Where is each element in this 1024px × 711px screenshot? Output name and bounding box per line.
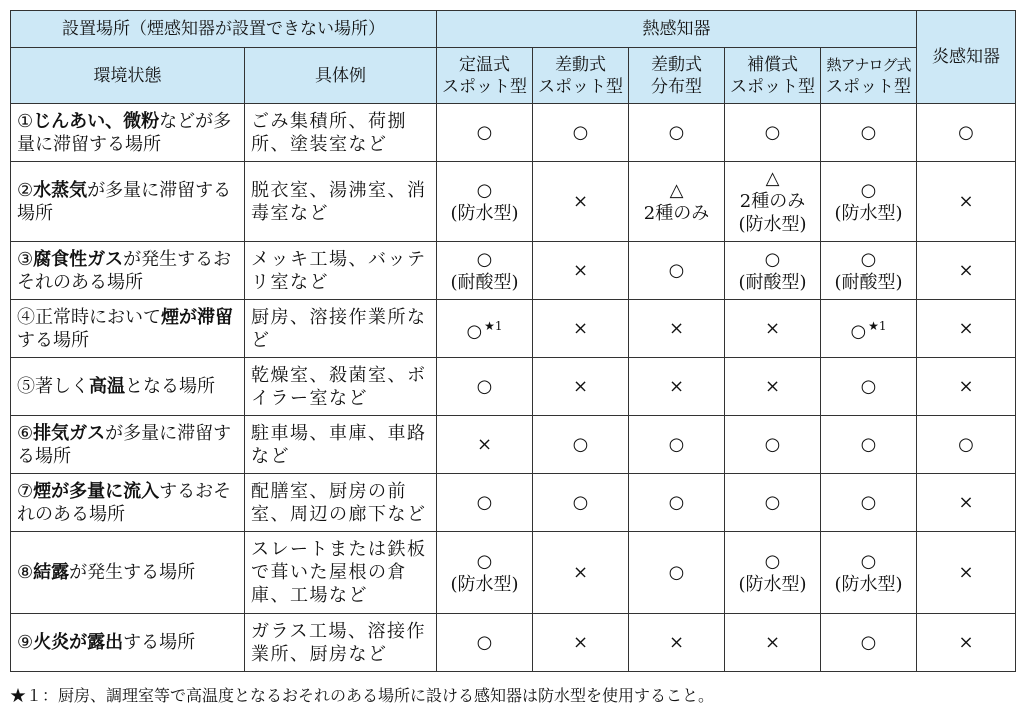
- env-text: するおそれのある場所: [17, 480, 232, 525]
- suitability-mark: ○: [764, 434, 781, 455]
- env-text: する場所: [123, 632, 196, 653]
- mark-cell-flame: [917, 358, 1016, 416]
- col-header-analog-spot: 熱アナログ式 スポット型: [821, 48, 917, 104]
- mark-cell-fixed-temp-spot: [437, 104, 533, 162]
- env-text: が発生するおそれのある場所: [17, 248, 232, 293]
- suitability-mark: ○: [668, 492, 685, 513]
- mark-cell-rate-of-rise-line: [629, 474, 725, 532]
- suitability-mark: ○: [572, 122, 589, 143]
- mark-cell-rate-of-rise-spot: [533, 104, 629, 162]
- footnote: ★１：厨房、調理室等で高温度となるおそれのある場所に設ける感知器は防水型を使用すること。: [10, 686, 715, 705]
- mark-cell-rate-of-rise-line: [629, 416, 725, 474]
- mark-cell-fixed-temp-spot: [437, 242, 533, 300]
- mark-cell-analog-spot: [821, 300, 917, 358]
- suitability-mark: △: [669, 179, 684, 201]
- suitability-mark: ○: [860, 248, 877, 270]
- suitability-mark: ○: [860, 179, 877, 201]
- mark-cell-analog-spot: [821, 162, 917, 242]
- suitability-mark: ×: [958, 191, 974, 212]
- suitability-mark: ×: [958, 632, 974, 653]
- env-text: ①: [17, 110, 34, 132]
- table-row: [11, 532, 1016, 614]
- table-row: [11, 162, 1016, 242]
- mark-note: (耐酸型): [450, 271, 519, 293]
- table-body: [11, 104, 1016, 672]
- env-state-cell: [11, 358, 245, 416]
- suitability-mark: ×: [572, 191, 589, 212]
- mark-cell-compensated-spot: [725, 242, 821, 300]
- mark-cell-rate-of-rise-spot: [533, 614, 629, 672]
- mark-note: (防水型): [738, 214, 807, 235]
- footnote-ref: ★1: [484, 318, 503, 333]
- suitability-mark: ○: [476, 492, 493, 513]
- env-text: ⑨: [17, 632, 34, 653]
- example-cell: ガラス工場、溶接作業所、厨房など: [245, 614, 437, 672]
- env-state-cell: [11, 416, 245, 474]
- suitability-mark: ×: [958, 318, 974, 339]
- mark-cell-rate-of-rise-line: [629, 242, 725, 300]
- mark-cell-flame: [917, 532, 1016, 614]
- mark-cell-rate-of-rise-spot: [533, 300, 629, 358]
- env-text: ⑦: [17, 480, 34, 502]
- table-row: [11, 614, 1016, 672]
- env-state-cell: [11, 614, 245, 672]
- suitability-mark: ○: [860, 550, 877, 572]
- env-keyword: 煙が多量に流入: [33, 480, 160, 502]
- env-state-cell: [11, 532, 245, 614]
- suitability-mark: ×: [572, 318, 589, 339]
- mark-note: (耐酸型): [834, 271, 903, 293]
- suitability-mark: ×: [668, 318, 685, 339]
- example-cell: スレートまたは鉄板で葺いた屋根の倉庫、工場など: [245, 532, 437, 614]
- mark-cell-rate-of-rise-line: [629, 162, 725, 242]
- env-keyword: 腐食性ガス: [33, 248, 124, 270]
- col-header-rate-of-rise-spot: 差動式 スポット型: [533, 48, 629, 104]
- env-keyword: 高温: [89, 376, 125, 397]
- env-state-cell: [11, 104, 245, 162]
- env-state-header: 環境状態: [11, 48, 245, 104]
- mark-note: 2種のみ: [739, 191, 806, 212]
- detector-table-wrapper: [10, 10, 1015, 672]
- suitability-mark: ×: [572, 562, 589, 583]
- suitability-mark: ○: [476, 632, 493, 653]
- mark-note: (防水型): [738, 573, 807, 595]
- location-group-header: 設置場所（煙感知器が設置できない場所）: [11, 11, 437, 48]
- suitability-mark: ○: [476, 550, 493, 572]
- example-cell: メッキ工場、バッテリ室など: [245, 242, 437, 300]
- header-row-2: [11, 48, 1016, 104]
- mark-cell-analog-spot: [821, 242, 917, 300]
- env-keyword: 水蒸気: [33, 179, 88, 201]
- suitability-mark: ○: [860, 434, 877, 455]
- suitability-mark: ○: [466, 320, 483, 342]
- suitability-mark: ×: [958, 376, 974, 397]
- mark-note: (耐酸型): [738, 271, 807, 293]
- example-header: 具体例: [245, 48, 437, 104]
- env-text: が発生する場所: [69, 562, 196, 583]
- mark-cell-compensated-spot: [725, 300, 821, 358]
- example-cell: 厨房、溶接作業所など: [245, 300, 437, 358]
- env-keyword: じんあい、微粉: [33, 110, 160, 132]
- mark-cell-fixed-temp-spot: [437, 416, 533, 474]
- suitability-mark: ○: [958, 434, 974, 455]
- col-header-fixed-temp-spot: 定温式 スポット型: [437, 48, 533, 104]
- mark-cell-rate-of-rise-line: [629, 300, 725, 358]
- suitability-mark: ○: [958, 122, 974, 143]
- suitability-mark: ×: [958, 562, 974, 583]
- suitability-mark: ○: [668, 260, 685, 281]
- env-state-cell: [11, 474, 245, 532]
- suitability-mark: ×: [764, 632, 781, 653]
- mark-cell-flame: [917, 300, 1016, 358]
- env-text: ④正常時において: [17, 306, 161, 328]
- suitability-mark: ○: [476, 179, 493, 201]
- suitability-mark: ○: [668, 122, 685, 143]
- example-cell: ごみ集積所、荷捌所、塗装室など: [245, 104, 437, 162]
- suitability-mark: ×: [572, 632, 589, 653]
- mark-cell-compensated-spot: [725, 104, 821, 162]
- example-cell: 脱衣室、湯沸室、消毒室など: [245, 162, 437, 242]
- suitability-mark: ×: [476, 434, 493, 455]
- header-row-1: [11, 11, 1016, 48]
- mark-cell-rate-of-rise-spot: [533, 532, 629, 614]
- suitability-mark: ○: [860, 122, 877, 143]
- mark-note: (防水型): [834, 573, 903, 595]
- table-row: [11, 416, 1016, 474]
- env-text: ⑤著しく: [17, 376, 89, 397]
- table-row: [11, 474, 1016, 532]
- suitability-mark: ○: [476, 248, 493, 270]
- mark-cell-analog-spot: [821, 474, 917, 532]
- suitability-mark: ○: [764, 550, 781, 572]
- mark-cell-rate-of-rise-line: [629, 358, 725, 416]
- mark-cell-compensated-spot: [725, 162, 821, 242]
- suitability-mark: ○: [572, 434, 589, 455]
- mark-cell-flame: [917, 162, 1016, 242]
- example-cell: 駐車場、車庫、車路など: [245, 416, 437, 474]
- mark-cell-flame: [917, 416, 1016, 474]
- env-text: ⑥: [17, 422, 34, 444]
- env-text: ②: [17, 179, 34, 201]
- mark-cell-fixed-temp-spot: [437, 358, 533, 416]
- mark-cell-rate-of-rise-spot: [533, 162, 629, 242]
- suitability-mark: ○: [860, 376, 877, 397]
- mark-note: 2種のみ: [643, 202, 710, 224]
- mark-cell-compensated-spot: [725, 474, 821, 532]
- mark-note: (防水型): [450, 202, 519, 224]
- col-header-compensated-spot: 補償式 スポット型: [725, 48, 821, 104]
- mark-cell-fixed-temp-spot: [437, 614, 533, 672]
- mark-cell-analog-spot: [821, 104, 917, 162]
- env-keyword: 結露: [33, 562, 70, 583]
- mark-cell-flame: [917, 104, 1016, 162]
- footnote-ref: ★1: [868, 318, 887, 333]
- mark-cell-rate-of-rise-spot: [533, 242, 629, 300]
- mark-cell-fixed-temp-spot: [437, 532, 533, 614]
- table-row: [11, 300, 1016, 358]
- suitability-mark: ×: [572, 376, 589, 397]
- suitability-mark: ○: [668, 562, 685, 583]
- example-cell: 配膳室、厨房の前室、周辺の廊下など: [245, 474, 437, 532]
- suitability-mark: ○: [476, 376, 493, 397]
- suitability-mark: ○: [860, 632, 877, 653]
- mark-cell-analog-spot: [821, 614, 917, 672]
- mark-cell-compensated-spot: [725, 416, 821, 474]
- suitability-mark: ○: [850, 320, 867, 342]
- suitability-mark: ×: [764, 318, 781, 339]
- mark-cell-compensated-spot: [725, 358, 821, 416]
- table-row: [11, 242, 1016, 300]
- suitability-mark: ○: [476, 122, 493, 143]
- suitability-mark: △: [765, 168, 780, 189]
- detector-suitability-table: [10, 10, 1016, 672]
- table-row: [11, 358, 1016, 416]
- env-keyword: 煙が滞留: [161, 306, 233, 328]
- suitability-mark: ○: [764, 248, 781, 270]
- table-row: [11, 104, 1016, 162]
- mark-cell-analog-spot: [821, 358, 917, 416]
- env-text: が多量に滞留する場所: [17, 179, 232, 224]
- mark-cell-fixed-temp-spot: [437, 474, 533, 532]
- mark-cell-rate-of-rise-line: [629, 614, 725, 672]
- mark-cell-flame: [917, 474, 1016, 532]
- mark-cell-rate-of-rise-spot: [533, 358, 629, 416]
- env-state-cell: [11, 300, 245, 358]
- suitability-mark: ×: [668, 632, 685, 653]
- suitability-mark: ○: [764, 122, 781, 143]
- env-text: ⑧: [17, 562, 34, 583]
- env-state-cell: [11, 162, 245, 242]
- example-cell: 乾燥室、殺菌室、ボイラー室など: [245, 358, 437, 416]
- suitability-mark: ×: [668, 376, 685, 397]
- suitability-mark: ×: [958, 492, 974, 513]
- heat-detector-group-header: 熱感知器: [437, 11, 917, 48]
- suitability-mark: ×: [958, 260, 974, 281]
- mark-note: (防水型): [450, 573, 519, 595]
- env-text: などが多量に滞留する場所: [17, 110, 232, 155]
- mark-cell-analog-spot: [821, 416, 917, 474]
- mark-cell-fixed-temp-spot: [437, 162, 533, 242]
- env-keyword: 排気ガス: [33, 422, 106, 444]
- suitability-mark: ○: [764, 492, 781, 513]
- mark-cell-flame: [917, 242, 1016, 300]
- mark-cell-fixed-temp-spot: [437, 300, 533, 358]
- mark-note: (防水型): [834, 202, 903, 224]
- flame-detector-header: 炎感知器: [917, 11, 1016, 104]
- env-text: が多量に滞留する場所: [17, 422, 232, 467]
- env-text: となる場所: [125, 376, 215, 397]
- mark-cell-rate-of-rise-line: [629, 104, 725, 162]
- col-header-rate-of-rise-line: 差動式 分布型: [629, 48, 725, 104]
- suitability-mark: ○: [572, 492, 589, 513]
- env-keyword: 火炎が露出: [33, 632, 124, 653]
- mark-cell-analog-spot: [821, 532, 917, 614]
- mark-cell-flame: [917, 614, 1016, 672]
- env-text: ③: [17, 248, 34, 270]
- suitability-mark: ○: [860, 492, 877, 513]
- suitability-mark: ○: [668, 434, 685, 455]
- mark-cell-rate-of-rise-line: [629, 532, 725, 614]
- suitability-mark: ×: [572, 260, 589, 281]
- suitability-mark: ×: [764, 376, 781, 397]
- mark-cell-compensated-spot: [725, 614, 821, 672]
- mark-cell-rate-of-rise-spot: [533, 416, 629, 474]
- env-state-cell: [11, 242, 245, 300]
- mark-cell-compensated-spot: [725, 532, 821, 614]
- env-text: する場所: [17, 329, 89, 351]
- mark-cell-rate-of-rise-spot: [533, 474, 629, 532]
